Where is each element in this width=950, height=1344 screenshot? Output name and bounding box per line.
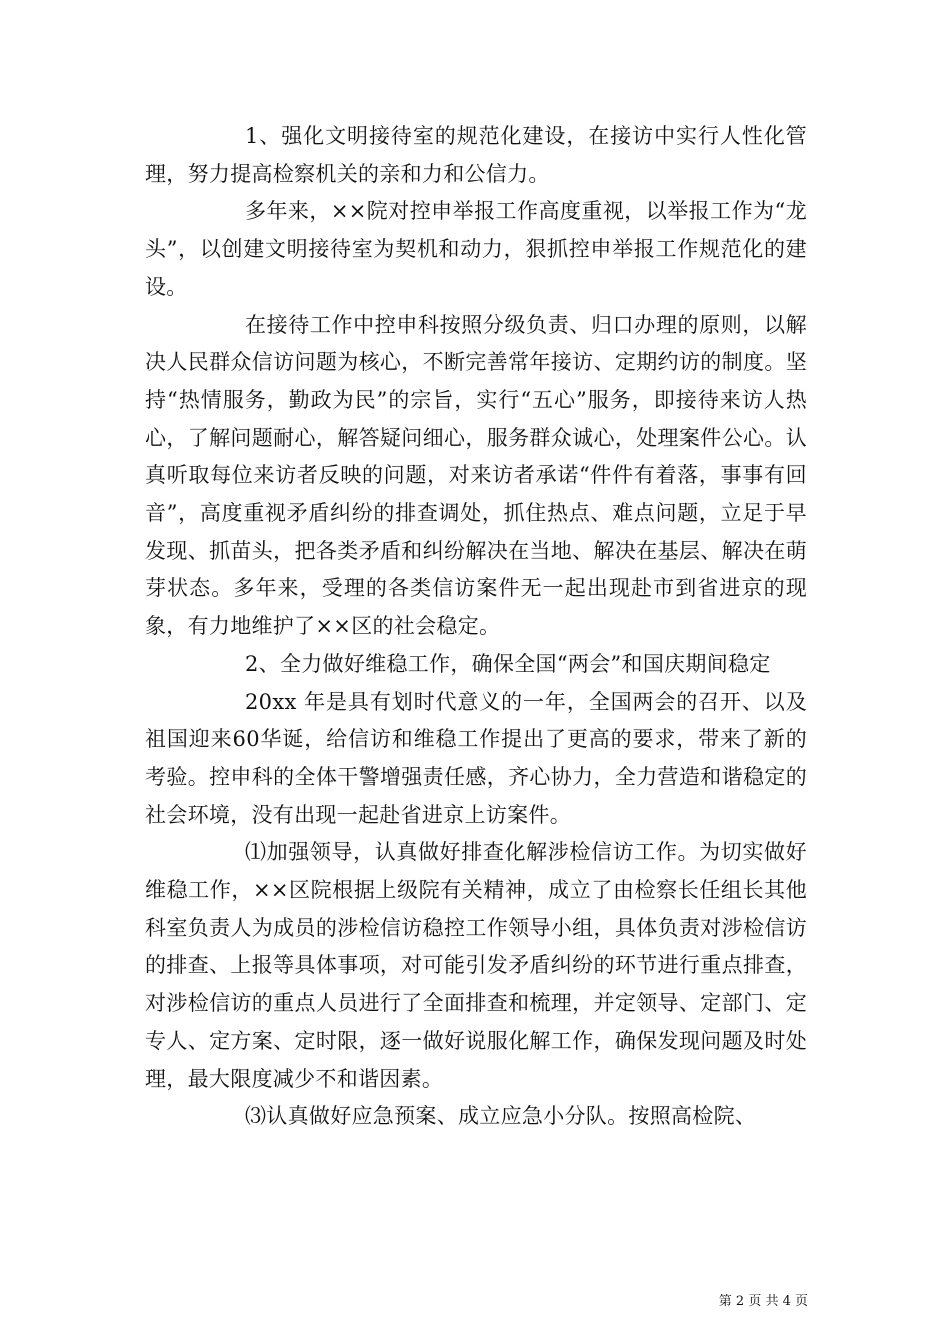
paragraph-5: 20xx 年是具有划时代意义的一年，全国两会的召开、以及祖国迎来60华诞，给信访和维稳工作提出了更高的要求，带来了新的考验。控申科的全体干警增强责任感，齐心协力，全力营造和谐稳定的社会环境，没有出现一起赴省进京上访案件。 xyxy=(145,689,807,827)
paragraph-3: 在接待工作中控申科按照分级负责、归口办理的原则，以解决人民群众信访问题为核心，不断完善常年接访、定期约访的制度。坚持“热情服务，勤政为民”的宗旨，实行“五心”服务，即接待来访人热心，了解问题耐心，解答疑问细心，服务群众诚心，处理案件公心。认真听取每位来访者反映的问题，对来访者承诺“件件有着落，事事有回音”，高度重视矛盾纠纷的排查调处，抓住热点、难点问题，立足于早发现、抓苗头，把各类矛盾和纠纷解决在当地、解决在基层、解决在萌芽状态。多年来，受理的各类信访案件无一起出现赴市到省进京的现象，有力地维护了××区的社会稳定。 xyxy=(145,312,807,639)
page-indicator: 第 2 页 共 4 页 xyxy=(718,1294,808,1309)
paragraph-4: 2、全力做好维稳工作，确保全国“两会”和国庆期间稳定 xyxy=(245,651,771,676)
paragraph-1: 1、强化文明接待室的规范化建设，在接访中实行人性化管理，努力提高检察机关的亲和力和公信力。 xyxy=(145,124,807,186)
document-body xyxy=(145,118,807,1136)
paragraph-6: ⑴加强领导，认真做好排查化解涉检信访工作。为切实做好维稳工作，××区院根据上级院有关精神，成立了由检察长任组长其他科室负责人为成员的涉检信访稳控工作领导小组，具体负责对涉检信访的排查、上报等具体事项，对可能引发矛盾纠纷的环节进行重点排查，对涉检信访的重点人员进行了全面排查和梳理，并定领导、定部门、定专人、定方案、定时限，逐一做好说服化解工作，确保发现问题及时处理，最大限度减少不和谐因素。 xyxy=(145,840,807,1091)
page-footer xyxy=(719,1290,808,1309)
paragraph-7: ⑶认真做好应急预案、成立应急小分队。按照高检院、 xyxy=(245,1104,757,1129)
paragraph-2: 多年来，××院对控申举报工作高度重视，以举报工作为“龙头”，以创建文明接待室为契机和动力，狠抓控申举报工作规范化的建设。 xyxy=(145,199,807,299)
